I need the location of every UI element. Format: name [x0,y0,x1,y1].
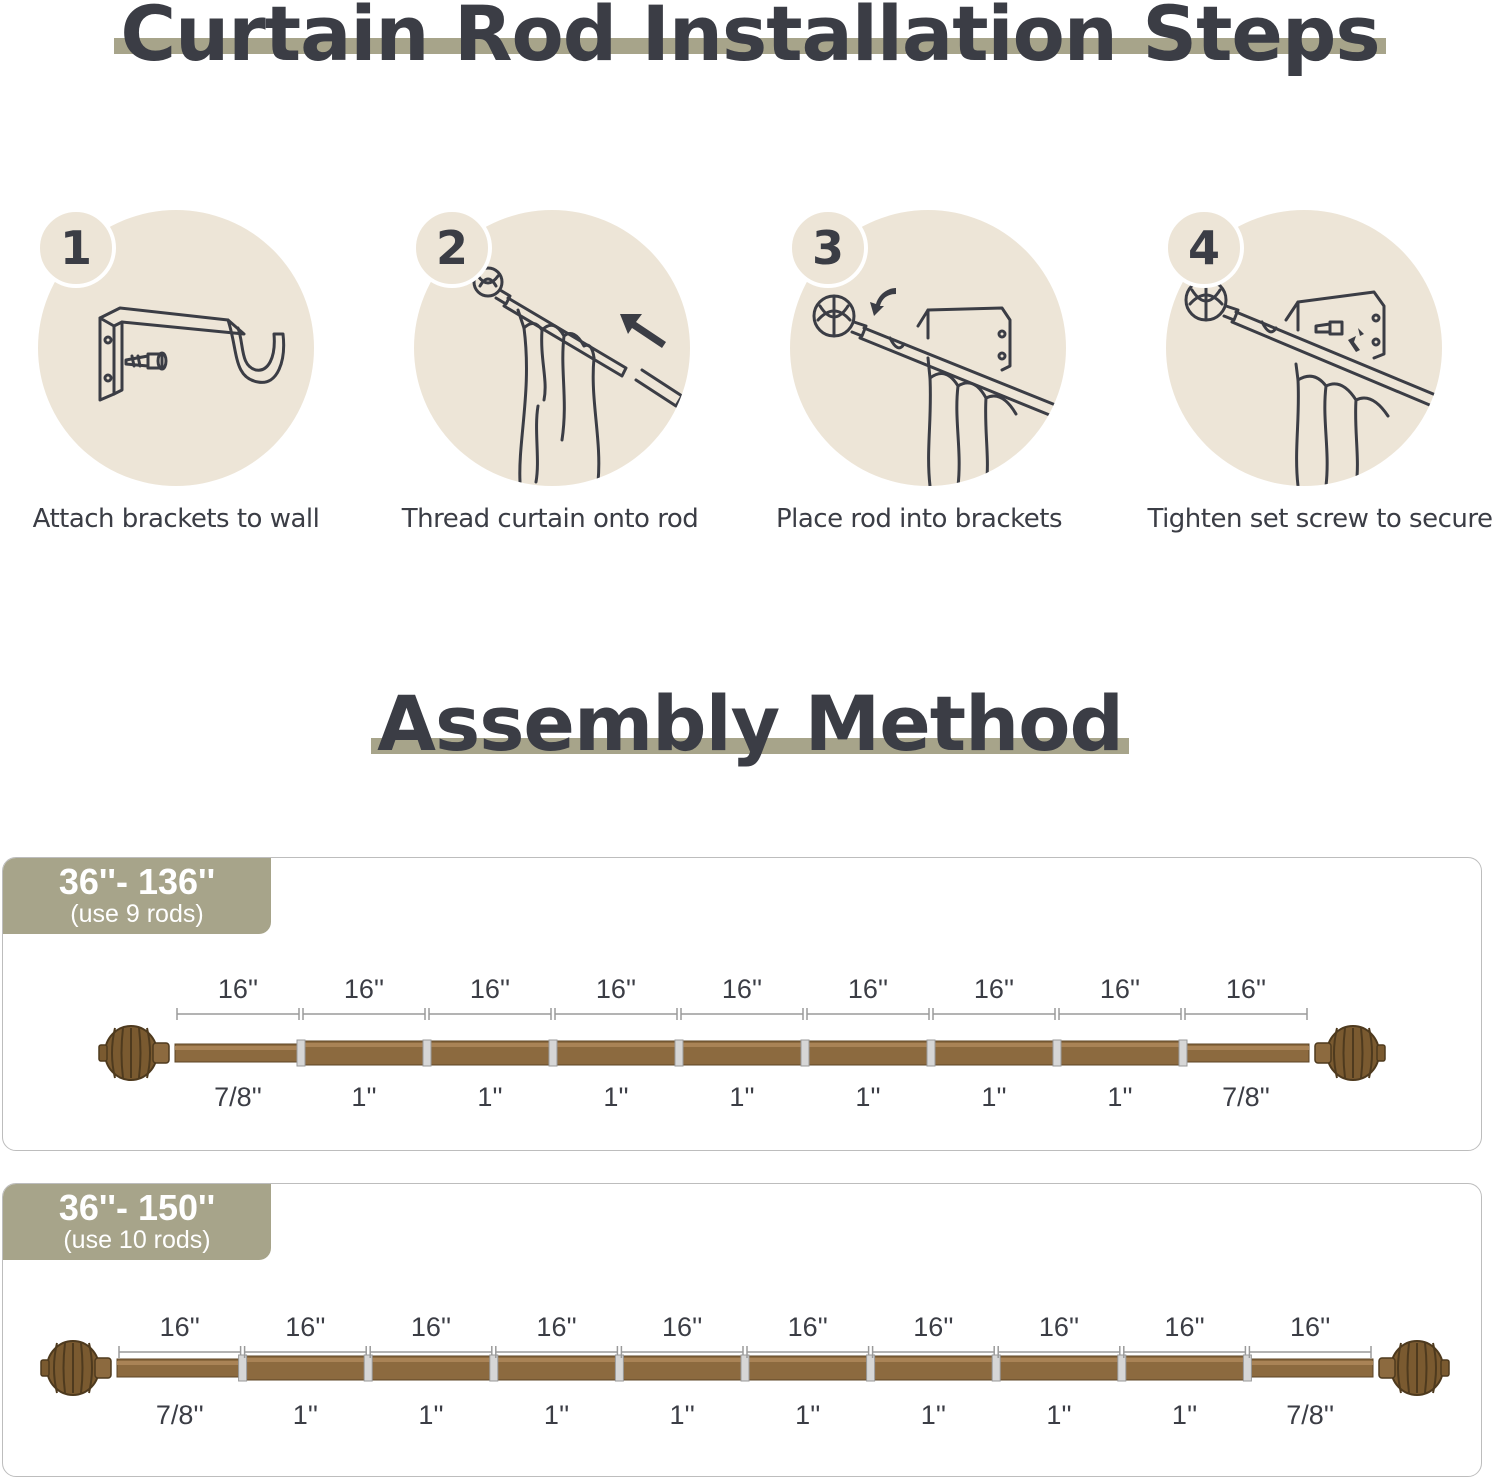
finial-icon [41,1341,111,1395]
segment-diameter-label: 1'' [543,1400,570,1430]
segment-diameter-label: 7/8'' [214,1082,262,1112]
segment-diameter-label: 1'' [795,1400,821,1430]
rod-segment-highlight [243,1358,369,1362]
rod-segment-highlight [494,1358,620,1362]
segment-length-label: 16'' [787,1312,828,1342]
segment-length-label: 16'' [410,1312,452,1342]
rod-segment-highlight [301,1043,427,1047]
step-1 [38,210,314,486]
rod-connector [239,1355,247,1381]
segment-diameter-label: 7/8'' [155,1400,204,1430]
length-dimension-line [681,1008,803,1020]
segment-length-label: 16'' [1290,1312,1331,1342]
segment-length-label: 16'' [913,1312,954,1342]
segment-diameter-label: 1'' [477,1082,503,1112]
rod-connector [1118,1355,1126,1381]
segment-diameter-label: 1'' [1107,1082,1133,1112]
segment-length-label: 16'' [343,974,385,1004]
rod-diagram [3,858,1482,1151]
rod-segment-highlight [175,1046,301,1050]
rod-segment-highlight [931,1043,1057,1047]
segment-length-label: 16'' [662,1312,703,1342]
rod-connector [801,1040,809,1066]
config-range: 36''- 136'' [58,861,216,902]
segment-diameter-label: 7/8'' [1222,1082,1270,1112]
finial-icon [1315,1026,1385,1080]
segment-diameter-label: 1'' [669,1400,695,1430]
length-dimension-line [1059,1008,1181,1020]
assembly-title: Assembly Method [377,679,1123,768]
segment-diameter-label: 1'' [729,1082,755,1112]
length-dimension-line [1185,1008,1307,1020]
rod-connector [549,1040,557,1066]
segment-diameter-label: 1'' [292,1400,319,1430]
rod-connector [423,1040,431,1066]
installation-heading [0,0,1500,82]
finial-icon [1379,1341,1449,1395]
segment-diameter-label: 1'' [855,1082,881,1112]
length-dimension-line [933,1008,1055,1020]
installation-title: Curtain Rod Installation Steps [120,0,1380,78]
config-panel-9-rods [2,857,1482,1151]
rod-segment-highlight [996,1358,1122,1362]
segment-diameter-label: 1'' [351,1082,377,1112]
segment-length-label: 16'' [1099,974,1141,1004]
rod-connector [1053,1040,1061,1066]
rod-segment-highlight [1057,1043,1183,1047]
rod-connector [741,1355,749,1381]
rod-segment-highlight [553,1043,679,1047]
config-rod-count: (use 10 rods) [63,1226,211,1254]
segment-diameter-label: 1'' [1046,1400,1072,1430]
length-dimension-line [119,1346,241,1358]
step-3 [790,210,1066,486]
segment-diameter-label: 7/8'' [1286,1400,1335,1430]
rod-segment-highlight [1183,1046,1309,1050]
rod-segment-highlight [117,1361,243,1365]
step-2-number: 2 [412,208,492,288]
segment-length-label: 16'' [536,1312,577,1342]
rod-connector [364,1355,372,1381]
config-panel-10-rods [2,1183,1482,1477]
rod-segment-highlight [1247,1361,1373,1365]
rod-connector [297,1040,305,1066]
finial-icon [99,1026,169,1080]
rod-segment-highlight [679,1043,805,1047]
step-2-caption: Thread curtain onto rod [401,504,699,534]
step-2 [414,210,690,486]
segment-diameter-label: 1'' [920,1400,947,1430]
rod-connector [927,1040,935,1066]
segment-diameter-label: 1'' [1171,1400,1198,1430]
rod-segment-highlight [368,1358,494,1362]
rod-connector [867,1355,875,1381]
rod-connector [992,1355,1000,1381]
segment-length-label: 16'' [159,1312,200,1342]
step-4 [1166,210,1442,486]
length-dimension-line [429,1008,551,1020]
segment-diameter-label: 1'' [981,1082,1007,1112]
length-dimension-line [177,1008,299,1020]
rod-connector [615,1355,623,1381]
length-dimension-line [1249,1346,1371,1358]
rod-segment-highlight [1122,1358,1248,1362]
segment-length-label: 16'' [1164,1312,1205,1342]
segment-length-label: 16'' [285,1312,326,1342]
rod-segment-highlight [427,1043,553,1047]
segment-length-label: 16'' [721,974,763,1004]
rod-segment-highlight [619,1358,745,1362]
segment-length-label: 16'' [217,974,259,1004]
length-dimension-line [303,1008,425,1020]
segment-length-label: 16'' [1038,1312,1080,1342]
step-4-caption: Tighten set screw to secure [1147,504,1493,534]
rod-segment-highlight [745,1358,871,1362]
rod-diagram [3,1184,1482,1477]
segment-length-label: 16'' [469,974,511,1004]
step-4-number: 4 [1164,208,1244,288]
rod-connector [1179,1040,1187,1066]
rod-segment-highlight [805,1043,931,1047]
segment-length-label: 16'' [847,974,889,1004]
config-range: 36''- 150'' [58,1187,216,1228]
segment-length-label: 16'' [973,974,1015,1004]
config-rod-count: (use 9 rods) [70,900,204,928]
assembly-heading [0,676,1500,772]
rod-segment-highlight [871,1358,997,1362]
rod-connector [675,1040,683,1066]
step-3-caption: Place rod into brackets [775,504,1063,534]
segment-diameter-label: 1'' [418,1400,444,1430]
length-dimension-line [807,1008,929,1020]
segment-diameter-label: 1'' [603,1082,629,1112]
rod-connector [1243,1355,1251,1381]
step-1-caption: Attach brackets to wall [32,504,320,534]
segment-length-label: 16'' [1225,974,1267,1004]
segment-length-label: 16'' [595,974,637,1004]
step-3-number: 3 [788,208,868,288]
rod-connector [490,1355,498,1381]
step-1-number: 1 [36,208,116,288]
length-dimension-line [555,1008,677,1020]
